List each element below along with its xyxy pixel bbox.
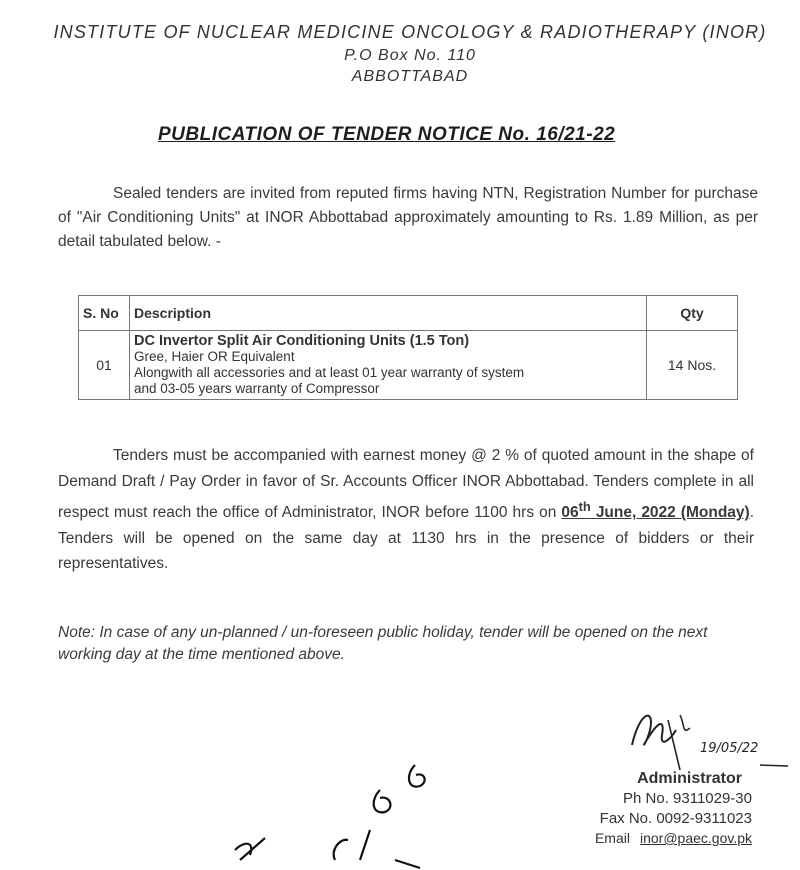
signature-date: 19/05/22	[700, 741, 759, 756]
note-label: Note:	[58, 624, 96, 641]
intro-paragraph	[58, 182, 758, 254]
email-address: inor@paec.gov.pk	[639, 830, 752, 846]
item-warranty-compressor: and 03-05 years warranty of Compressor	[134, 381, 380, 396]
deadline-date	[561, 499, 750, 522]
po-box: P.O Box No. 110	[344, 47, 476, 64]
row-sno: 01	[79, 331, 130, 400]
signatory-role: Administrator	[637, 770, 742, 787]
institute-name: INSTITUTE OF NUCLEAR MEDICINE ONCOLOGY & RADIOTHERAPY (INOR)	[53, 22, 767, 42]
terms-paragraph	[58, 443, 754, 577]
deadline-day: 06	[561, 504, 579, 522]
header-qty: Qty	[647, 296, 738, 331]
handwritten-signature	[610, 700, 790, 780]
note-text: In case of any un-planned / un-foreseen public holiday, tender will be opened on the next working day at the time mentioned above.	[58, 624, 708, 663]
deadline-month-year: June, 2022 (Monday)	[590, 504, 750, 522]
handwritten-marks	[220, 760, 450, 870]
terms-part2: . Tenders will be opened on the same day at 1130 hrs in the presence of bidders or their representatives.	[58, 504, 755, 573]
item-brand: Gree, Haier OR Equivalent	[134, 349, 295, 364]
email-label: Email	[594, 830, 630, 846]
holiday-note	[58, 622, 754, 666]
city: ABBOTTABAD	[351, 68, 469, 85]
item-warranty-system: Alongwith all accessories and at least 01 year warranty of system	[134, 365, 525, 380]
terms-part1: Tenders must be accompanied with earnest money @ 2 % of quoted amount in the shape of Demand Draft / Pay Order in favor of Sr. Accounts Officer INOR Abbottabad. Tenders complete in all respect must reach the office of Administrator, INOR before 1100 hrs on	[58, 447, 754, 522]
table-row	[79, 331, 738, 400]
signatory-email	[595, 830, 752, 846]
row-qty: 14 Nos.	[647, 331, 738, 400]
tender-title: PUBLICATION OF TENDER NOTICE No. 16/21-22	[158, 124, 616, 145]
header-sno: S. No	[79, 296, 130, 331]
table-header-row	[79, 296, 738, 331]
deadline-day-suffix: th	[578, 499, 591, 514]
intro-text: Sealed tenders are invited from reputed firms having NTN, Registration Number for purchase of "Air Conditioning Units" at INOR Abbottabad approximately amounting to Rs. 1.89 Million, as per detail tabulated below. -	[58, 185, 758, 250]
row-description	[130, 331, 647, 400]
signatory-phone: Ph No. 9311029-30	[623, 790, 752, 807]
header-description: Description	[130, 296, 647, 331]
tender-items-table	[78, 295, 738, 400]
item-title: DC Invertor Split Air Conditioning Units (1.5 Ton)	[134, 333, 470, 349]
signatory-fax: Fax No. 0092-9311023	[599, 810, 752, 827]
